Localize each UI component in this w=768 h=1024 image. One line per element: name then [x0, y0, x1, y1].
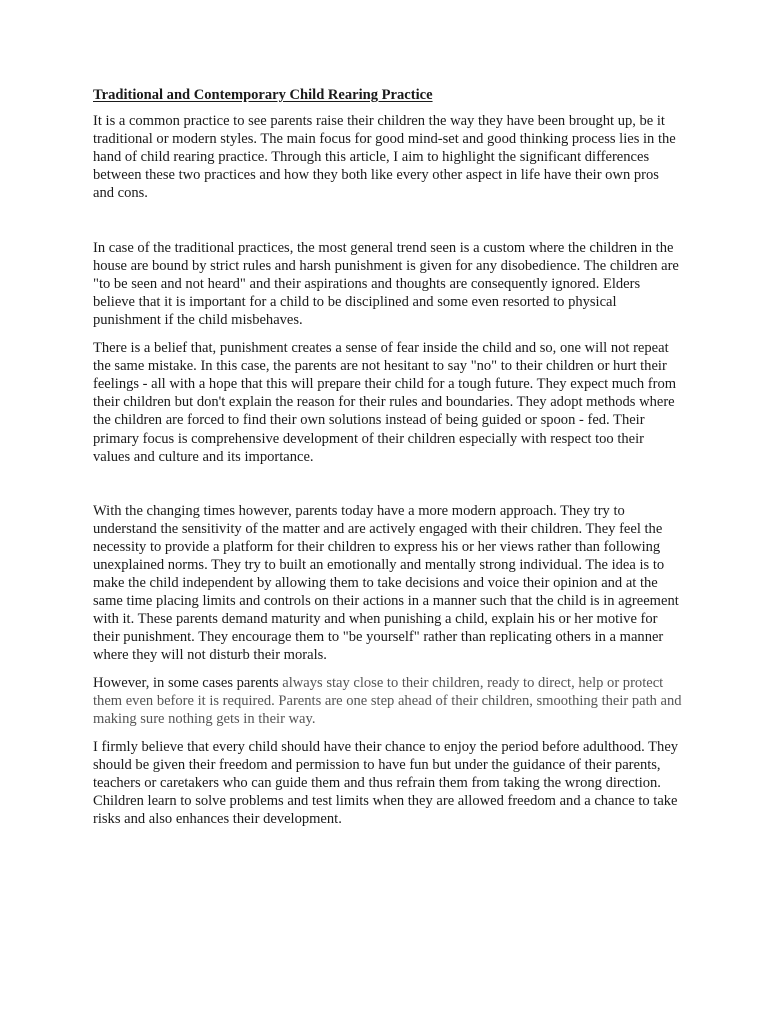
document-title: Traditional and Contemporary Child Rearing Practice	[93, 87, 433, 103]
paragraph-overprotective	[93, 674, 683, 728]
paragraph-overprotective-grey: always stay close to their children, ready to direct, help or protect them even before it is required. Parents are one step ahead of their children, smoothing their path and making sure nothing gets in their way.	[93, 674, 682, 727]
paragraph-conclusion: I firmly believe that every child should have their chance to enjoy the period before adulthood. They should be given their freedom and permission to have fun but under the guidance of their parents, teachers or caretakers who can guide them and thus refrain them from taking the wrong direction. Children learn to solve problems and test limits when they are allowed freedom and a chance to take risks and also enhances their development.	[93, 738, 679, 828]
paragraph-punishment: There is a belief that, punishment creates a sense of fear inside the child and so, one will not repeat the same mistake. In this case, the parents are not hesitant to say "no" to their children or hurt their feelings - all with a hope that this will prepare their child for a tough future. They expect much from their children but don't explain the reason for their rules and boundaries. They adopt methods where the children are forced to find their own solutions instead of being guided or spoon - fed. Their primary focus is comprehensive development of their children especially with respect too their values and culture and its importance.	[93, 340, 677, 465]
paragraph-traditional: In case of the traditional practices, the most general trend seen is a custom where the children in the house are bound by strict rules and harsh punishment is given for any disobedience. The children are "to be seen and not heard" and their aspirations and thoughts are consequently ignored. Elders believe that it is important for a child to be disciplined and some even resorted to physical punishment if the child misbehaves.	[93, 239, 679, 328]
paragraph-overprotective-lead: However, in some cases parents	[93, 674, 283, 691]
paragraph-modern: With the changing times however, parents today have a more modern approach. They try to understand the sensitivity of the matter and are actively engaged with their children. They feel the necessity to provide a platform for their children to express his or her views rather than following unexplained norms. They try to built an emotionally and mentally strong individual. The idea is to make the child independent by allowing them to take decisions and voice their opinion and at the same time placing limits and controls on their actions in a manner such that the child is in agreement with it. These parents demand maturity and when punishing a child, explain his or her motive for their punishment. They encourage them to "be yourself" rather than replicating others in a manner where they will not disturb their morals.	[93, 502, 679, 664]
paragraph-intro: It is a common practice to see parents raise their children the way they have been brought up, be it traditional or modern styles. The main focus for good mind-set and good thinking process lies in the hand of child rearing practice. Through this article, I aim to highlight the significant differences between these two practices and how they both like every other aspect in life have their own pros and cons.	[93, 113, 676, 202]
document-body	[93, 86, 683, 828]
